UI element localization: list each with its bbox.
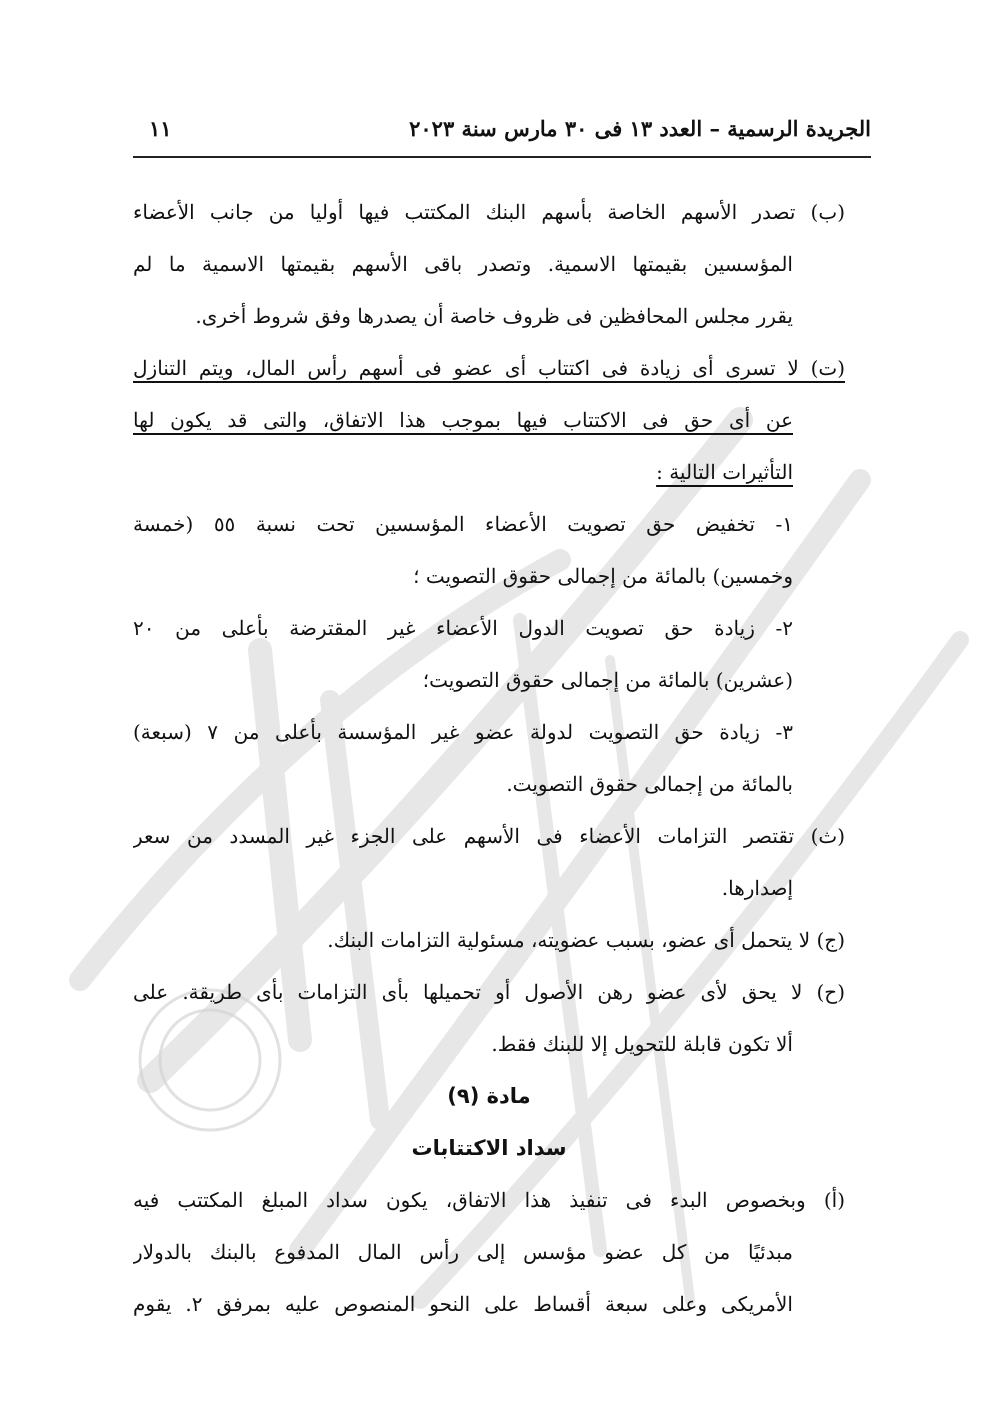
text-line: يقرر مجلس المحافظين فى ظروف خاصة أن يصدرها وفق شروط أخرى.	[195, 304, 793, 328]
text-line: (عشرين) بالمائة من إجمالى حقوق التصويت؛	[422, 668, 793, 692]
clause-a	[133, 1174, 845, 1330]
text-line: بالمائة من إجمالى حقوق التصويت.	[506, 772, 793, 796]
clause-t-item-1	[133, 498, 845, 602]
clause-b	[133, 186, 845, 342]
clause-th	[133, 810, 845, 914]
text-line: (ح) لا يحق لأى عضو رهن الأصول أو تحميلها بأى التزامات بأى طريقة. على	[133, 980, 845, 1004]
text-line: عن أى حق فى الاكتتاب فيها بموجب هذا الاتفاق، والتى قد يكون لها	[133, 408, 793, 432]
text-line: مبدئيًا من كل عضو مؤسس إلى رأس المال المدفوع بالبنك بالدولار	[133, 1240, 793, 1264]
text-line: (ب) تصدر الأسهم الخاصة بأسهم البنك المكتتب فيها أوليا من جانب الأعضاء	[133, 200, 845, 224]
text-line: (ث) تقتصر التزامات الأعضاء فى الأسهم على الجزء غير المسدد من سعر	[133, 824, 845, 848]
clause-h	[133, 966, 845, 1070]
page-number: ١١	[149, 116, 172, 141]
text-line: الأمريكى وعلى سبعة أقساط على النحو المنصوص عليه بمرفق ٢. يقوم	[133, 1292, 793, 1316]
text-line: (ت) لا تسرى أى زيادة فى اكتتاب أى عضو فى أسهم رأس المال، ويتم التنازل	[133, 356, 845, 380]
clause-t-item-2	[133, 602, 845, 706]
text-line: ٢- زيادة حق تصويت الدول الأعضاء غير المقترضة بأعلى من ٢٠	[133, 616, 793, 640]
clause-j	[133, 914, 845, 966]
gazette-title: الجريدة الرسمية – العدد ١٣ فى ٣٠ مارس سنة ٢٠٢٣	[409, 116, 871, 141]
clause-t-item-3	[133, 706, 845, 810]
text-line: وخمسين) بالمائة من إجمالى حقوق التصويت ؛	[413, 564, 793, 588]
text-line: ٣- زيادة حق التصويت لدولة عضو غير المؤسسة بأعلى من ٧ (سبعة)	[133, 720, 793, 744]
article-title: سداد الاكتتابات	[411, 1136, 567, 1160]
article-number: مادة (٩)	[447, 1084, 531, 1108]
header-divider	[133, 156, 871, 158]
clause-t	[133, 342, 845, 498]
text-line: (أ) وبخصوص البدء فى تنفيذ هذا الاتفاق، يكون سداد المبلغ المكتتب فيه	[133, 1188, 845, 1212]
text-line: (ج) لا يتحمل أى عضو، بسبب عضويته، مسئولية التزامات البنك.	[327, 928, 845, 952]
text-line: المؤسسين بقيمتها الاسمية. وتصدر باقى الأسهم بقيمتها الاسمية ما لم	[133, 252, 793, 276]
document-body	[133, 186, 845, 1330]
text-line: التأثيرات التالية :	[656, 460, 793, 484]
text-line: إصدارها.	[721, 876, 793, 900]
page-header	[133, 112, 871, 154]
text-line: ١- تخفيض حق تصويت الأعضاء المؤسسين تحت نسبة ٥٥ (خمسة	[133, 512, 793, 536]
text-line: ألا تكون قابلة للتحويل إلا للبنك فقط.	[491, 1032, 793, 1056]
